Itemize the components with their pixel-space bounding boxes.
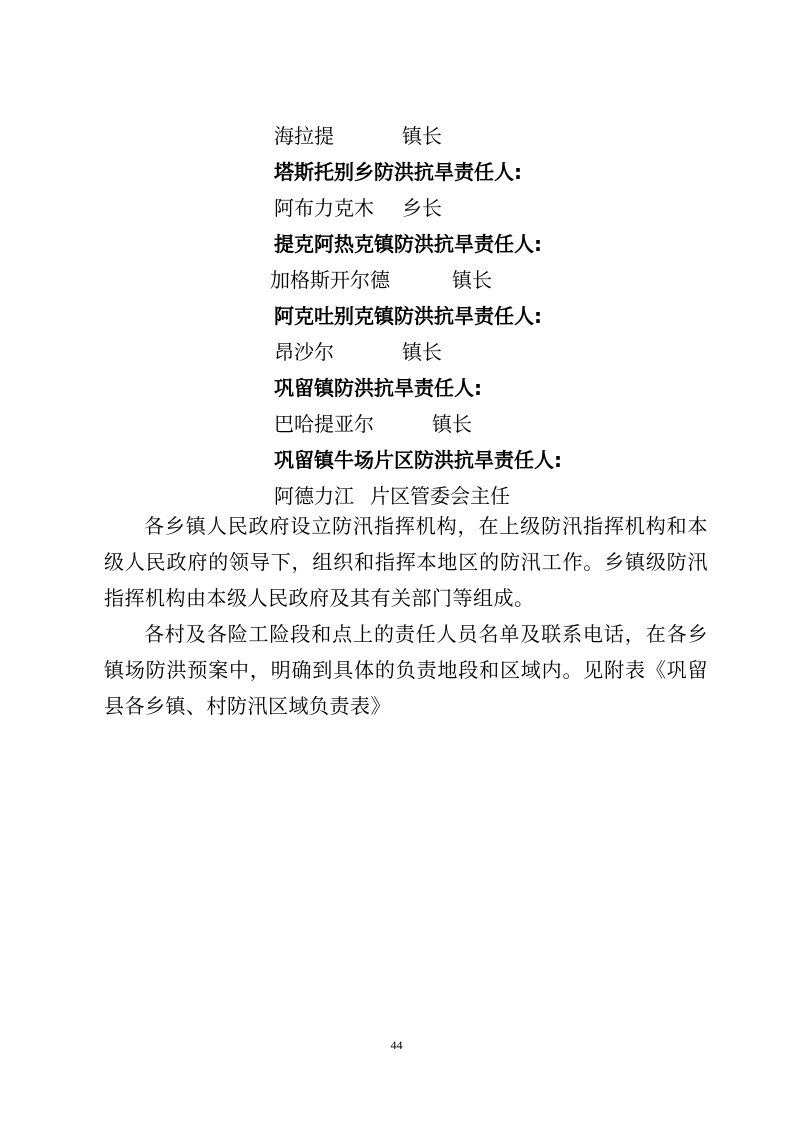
section-heading: 提克阿热克镇防洪抗旱责任人: — [274, 232, 542, 256]
section-heading: 巩留镇防洪抗旱责任人: — [274, 376, 482, 400]
page-number: 44 — [390, 1038, 403, 1052]
person-title: 镇长 — [452, 268, 492, 292]
body-paragraph: 各乡镇人民政府设立防汛指挥机构，在上级防汛指挥机构和本级人民政府的领导下，组织和指挥本地区的防汛工作。乡镇级防汛指挥机构由本级人民政府及其有关部门等组成。 — [104, 514, 708, 610]
person-line — [270, 268, 492, 292]
person-name: 昂沙尔 — [274, 340, 334, 364]
section-heading: 阿克吐别克镇防洪抗旱责任人: — [274, 304, 542, 328]
body-paragraph: 各村及各险工险段和点上的责任人员名单及联系电话，在各乡镇场防洪预案中，明确到具体的负责地段和区域内。见附表《巩留县各乡镇、村防汛区域负责表》 — [104, 622, 708, 718]
person-line — [274, 484, 510, 508]
person-title: 镇长 — [402, 124, 442, 148]
person-title: 镇长 — [432, 412, 472, 436]
person-title: 镇长 — [402, 340, 442, 364]
person-name: 阿布力克木 — [274, 196, 374, 220]
person-line — [274, 412, 472, 436]
person-line — [274, 196, 442, 220]
person-name: 阿德力江 — [274, 484, 354, 508]
person-line — [274, 340, 442, 364]
section-heading: 塔斯托别乡防洪抗旱责任人: — [274, 160, 522, 184]
person-name: 海拉提 — [274, 124, 334, 148]
person-name: 巴哈提亚尔 — [274, 412, 374, 436]
person-title: 乡长 — [402, 196, 442, 220]
section-heading: 巩留镇牛场片区防洪抗旱责任人: — [274, 448, 562, 472]
person-name: 加格斯开尔德 — [270, 268, 390, 292]
person-title: 片区管委会主任 — [370, 484, 510, 508]
person-line — [274, 124, 442, 148]
